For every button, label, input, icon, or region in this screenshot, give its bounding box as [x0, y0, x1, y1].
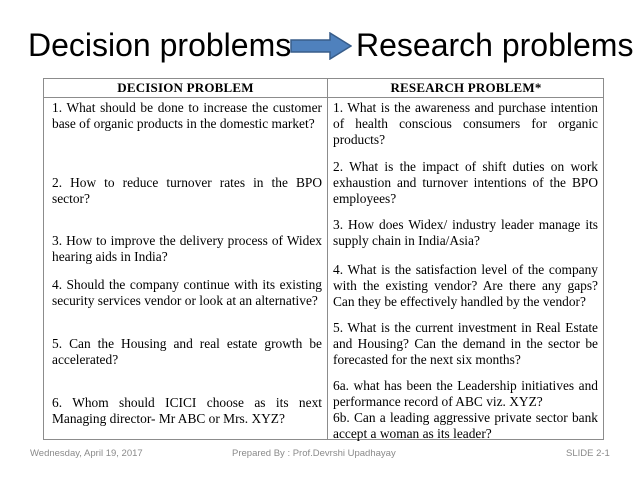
header-research-problem: RESEARCH PROBLEM*: [390, 80, 542, 95]
research-problem-6a: 6a. what has been the Leadership initiatives and performance record of ABC viz. XYZ?: [333, 378, 598, 409]
decision-problem-4: 4. Should the company continue with its existing security services vendor or look at an alternative?: [52, 277, 322, 308]
title-decision-problems: Decision problems: [28, 27, 292, 63]
column-divider: [327, 79, 328, 439]
research-problem-5: 5. What is the current investment in Real Estate and Housing? Can the demand in the sector be forecasted for the next six months?: [333, 320, 598, 367]
decision-problem-3: 3. How to improve the delivery process of Widex hearing aids in India?: [52, 233, 322, 264]
footer-date: Wednesday, April 19, 2017: [30, 448, 143, 459]
decision-problem-2: 2. How to reduce turnover rates in the BPO sector?: [52, 175, 322, 206]
decision-problem-5: 5. Can the Housing and real estate growth be accelerated?: [52, 336, 322, 367]
header-divider: [44, 97, 603, 98]
title-research-problems: Research problems: [356, 27, 634, 63]
slide-title: [0, 20, 638, 70]
header-decision-problem: DECISION PROBLEM: [117, 80, 254, 95]
right-arrow-icon: [290, 32, 352, 60]
research-problem-3: 3. How does Widex/ industry leader manage its supply chain in India/Asia?: [333, 217, 598, 248]
research-problem-4: 4. What is the satisfaction level of the company with the existing vendor? Are there any gaps? Can they be effectively handled by the vendor?: [333, 262, 598, 309]
decision-problem-6: 6. Whom should ICICI choose as its next Managing director- Mr ABC or Mrs. XYZ?: [52, 395, 322, 426]
research-problem-6b: 6b. Can a leading aggressive private sector bank accept a woman as its leader?: [333, 410, 598, 441]
footer-author: Prepared By : Prof.Devrshi Upadhayay: [232, 448, 396, 459]
slide-number: SLIDE 2-1: [566, 448, 610, 459]
research-problem-2: 2. What is the impact of shift duties on work exhaustion and turnover intentions of the BPO employees?: [333, 159, 598, 206]
research-problem-1: 1. What is the awareness and purchase intention of health conscious consumers for organic products?: [333, 100, 598, 147]
comparison-table: [43, 78, 604, 440]
decision-problem-1: 1. What should be done to increase the customer base of organic products in the domestic market?: [52, 100, 322, 131]
